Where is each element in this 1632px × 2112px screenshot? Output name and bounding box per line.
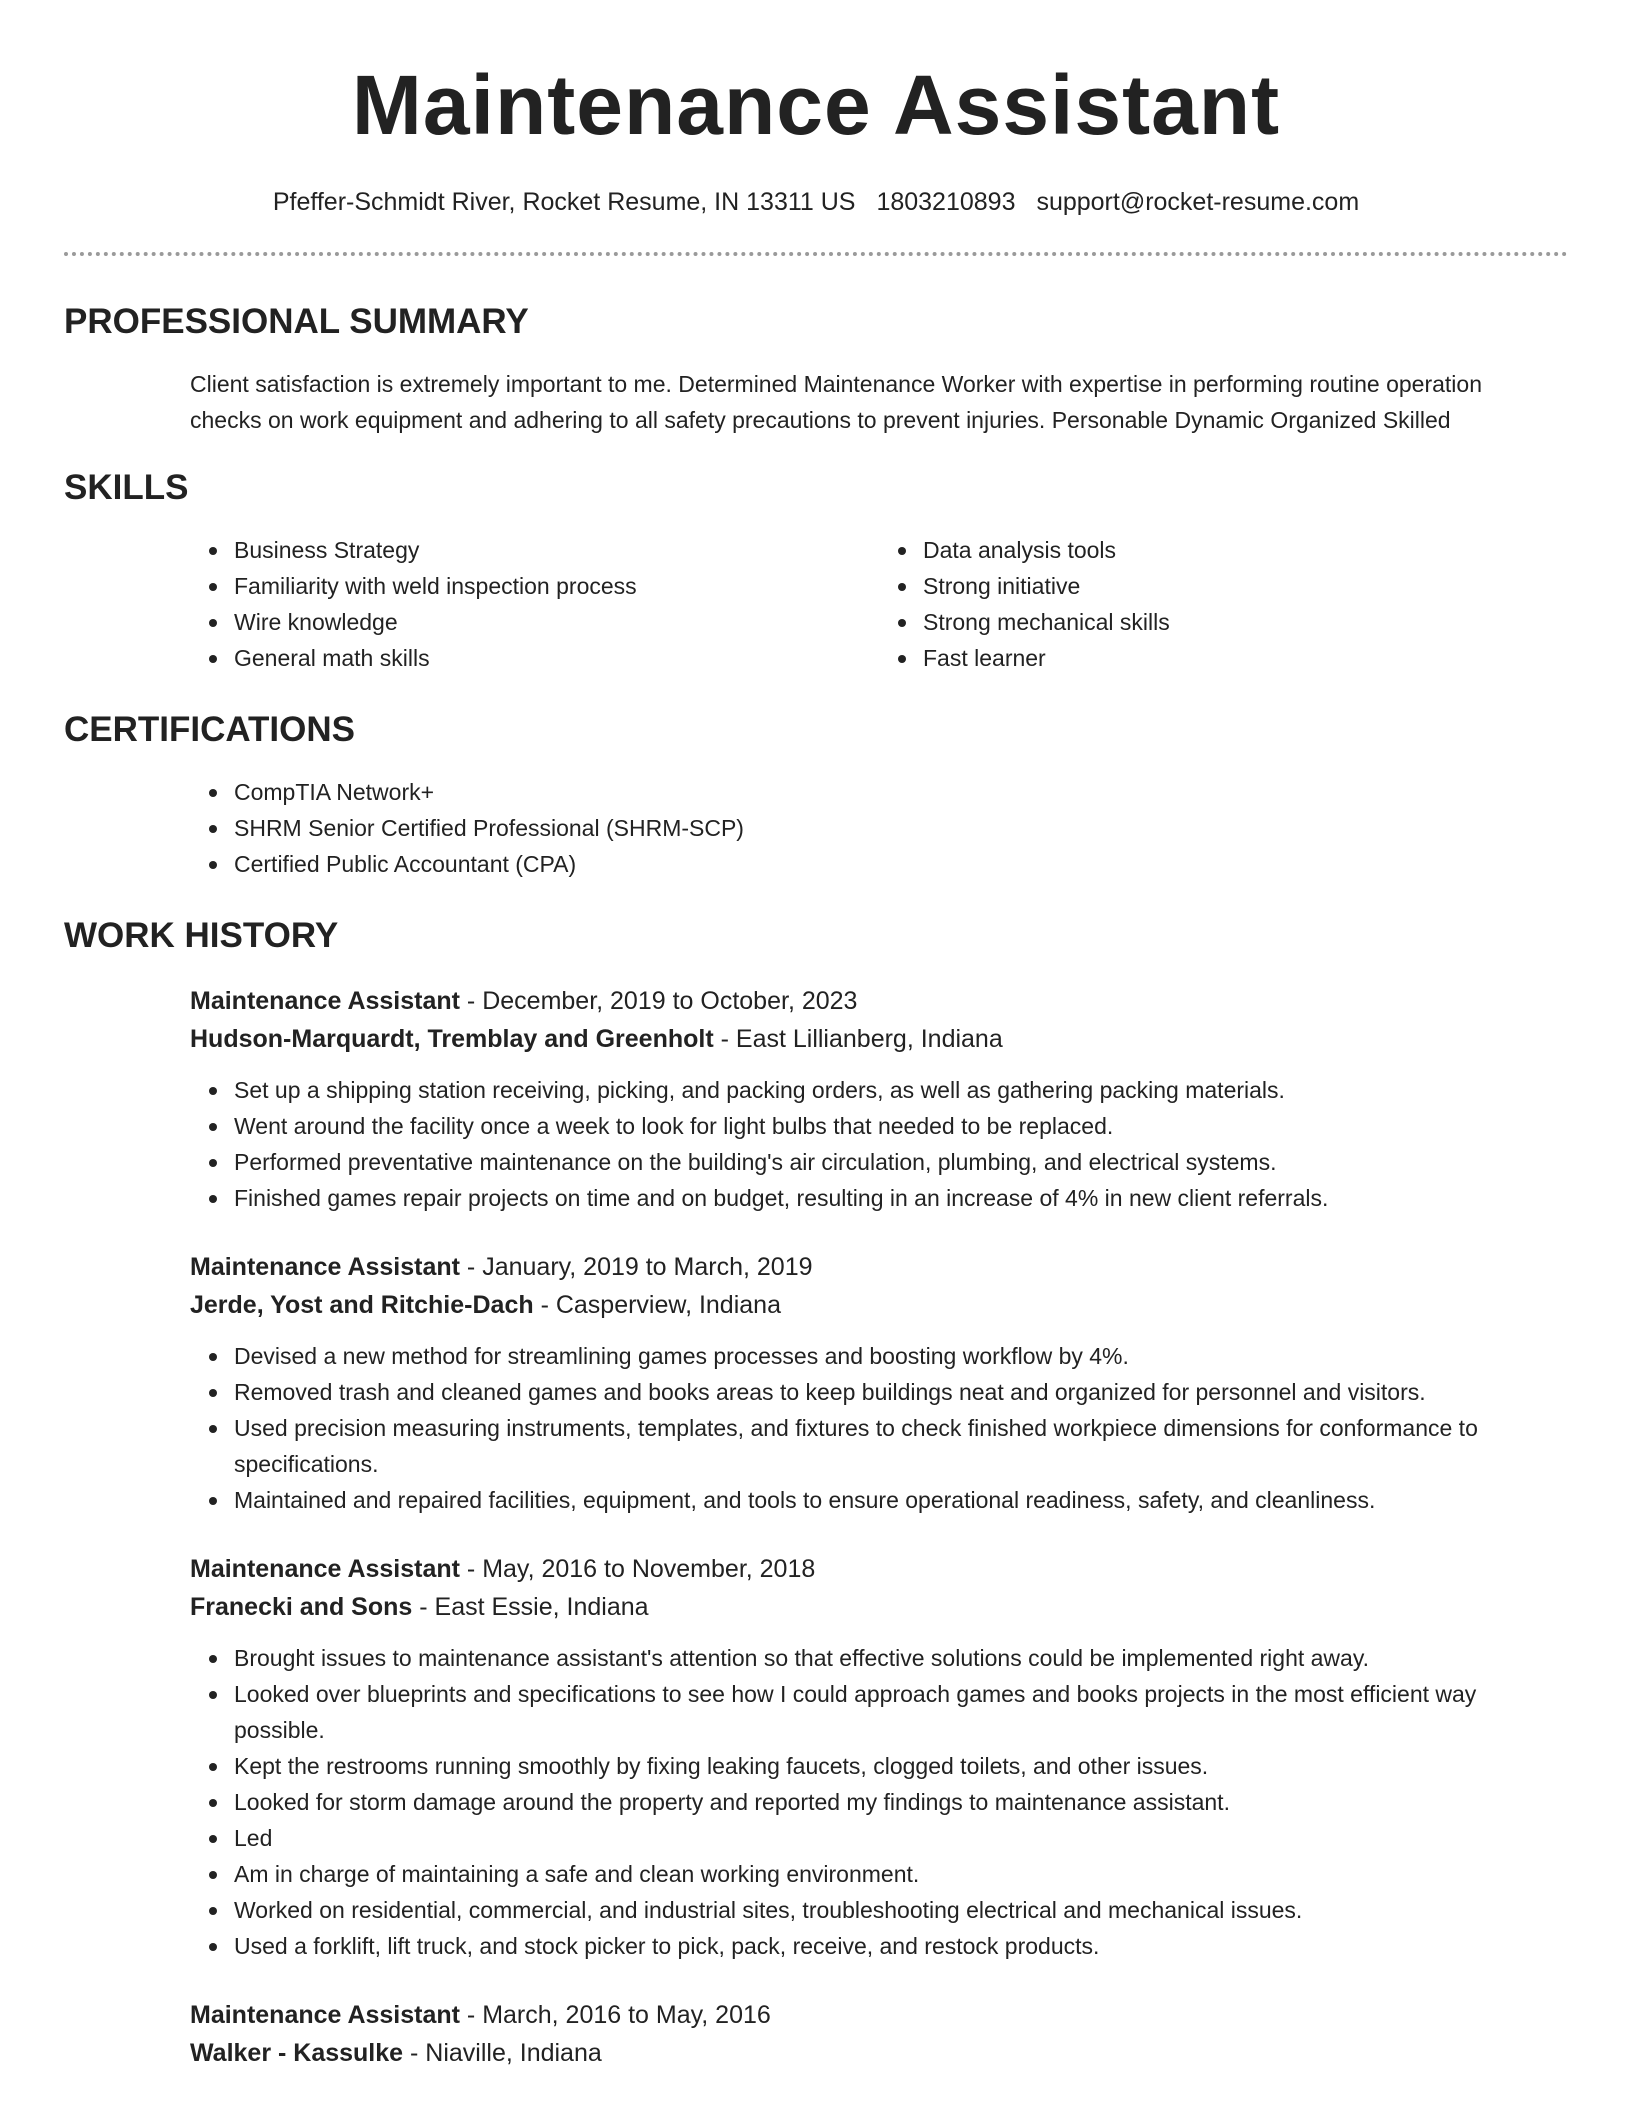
certification-item: Certified Public Accountant (CPA) — [234, 846, 1568, 882]
job-role: Maintenance Assistant — [190, 2001, 460, 2029]
job-company-line — [190, 2034, 1568, 2072]
job-role: Maintenance Assistant — [190, 987, 460, 1015]
work-history-section — [64, 914, 1568, 2072]
job-bullet: Maintained and repaired facilities, equipment, and tools to ensure operational readiness, safety, and cleanliness. — [234, 1482, 1568, 1518]
job-bullets — [190, 1338, 1568, 1518]
certifications-heading: CERTIFICATIONS — [64, 710, 356, 749]
job-bullet: Looked over blueprints and specifications to see how I could approach games and books projects in the most efficient way possible. — [234, 1676, 1568, 1748]
phone-text: 1803210893 — [876, 188, 1016, 216]
job-title-line — [190, 1248, 1568, 1286]
skills-list-left — [190, 532, 879, 676]
job-title-line — [190, 1996, 1568, 2034]
skills-list-right — [879, 532, 1568, 676]
job-bullet: Finished games repair projects on time and on budget, resulting in an increase of 4% in new client referrals. — [234, 1180, 1568, 1216]
job-location: - Casperview, Indiana — [533, 1291, 781, 1319]
skills-grid — [190, 532, 1568, 676]
skills-heading: SKILLS — [64, 468, 189, 507]
job-company-line — [190, 1588, 1568, 1626]
skills-section — [64, 466, 1568, 676]
certification-item: SHRM Senior Certified Professional (SHRM-SCP) — [234, 810, 1568, 846]
summary-heading: PROFESSIONAL SUMMARY — [64, 302, 529, 341]
job-bullet: Worked on residential, commercial, and industrial sites, troubleshooting electrical and mechanical issues. — [234, 1892, 1568, 1928]
job-dates: - March, 2016 to May, 2016 — [459, 2001, 771, 2029]
job-location: - East Lillianberg, Indiana — [713, 1025, 1003, 1053]
certifications-section — [64, 708, 1568, 882]
job-role: Maintenance Assistant — [190, 1555, 460, 1583]
job-bullet: Devised a new method for streamlining games processes and boosting workflow by 4%. — [234, 1338, 1568, 1374]
summary-section — [64, 300, 1568, 438]
job-bullet: Am in charge of maintaining a safe and clean working environment. — [234, 1856, 1568, 1892]
job-dates: - May, 2016 to November, 2018 — [459, 1555, 816, 1583]
resume-name: Maintenance Assistant — [351, 58, 1281, 152]
job-bullet: Used precision measuring instruments, templates, and fixtures to check finished workpiece dimensions for conformance to specifications. — [234, 1410, 1568, 1482]
skill-item: Business Strategy — [234, 532, 879, 568]
job-company: Hudson-Marquardt, Tremblay and Greenholt — [190, 1025, 714, 1053]
skill-item: Fast learner — [923, 640, 1568, 676]
job-bullets — [190, 1640, 1568, 1964]
address-text: Pfeffer-Schmidt River, Rocket Resume, IN 13311 US — [272, 188, 856, 216]
skill-item: General math skills — [234, 640, 879, 676]
job-bullet: Set up a shipping station receiving, picking, and packing orders, as well as gathering packing materials. — [234, 1072, 1568, 1108]
job-bullet: Removed trash and cleaned games and books areas to keep buildings neat and organized for personnel and visitors. — [234, 1374, 1568, 1410]
skill-item: Familiarity with weld inspection process — [234, 568, 879, 604]
job-bullet: Brought issues to maintenance assistant's attention so that effective solutions could be implemented right away. — [234, 1640, 1568, 1676]
email-text: support@rocket-resume.com — [1036, 188, 1360, 216]
job-company: Walker - Kassulke — [190, 2039, 404, 2067]
job-bullet: Went around the facility once a week to look for light bulbs that needed to be replaced. — [234, 1108, 1568, 1144]
job-location: - Niaville, Indiana — [403, 2039, 602, 2067]
job-company-line — [190, 1286, 1568, 1324]
job-entry — [190, 1248, 1568, 1518]
work-history-heading: WORK HISTORY — [64, 916, 339, 955]
certifications-list — [190, 774, 1568, 882]
job-entry — [190, 1996, 1568, 2072]
skill-item: Strong initiative — [923, 568, 1568, 604]
job-location: - East Essie, Indiana — [412, 1593, 649, 1621]
job-dates: - January, 2019 to March, 2019 — [459, 1253, 813, 1281]
job-title-line — [190, 1550, 1568, 1588]
job-bullet: Used a forklift, lift truck, and stock picker to pick, pack, receive, and restock products. — [234, 1928, 1568, 1964]
skill-item: Data analysis tools — [923, 532, 1568, 568]
job-dates: - December, 2019 to October, 2023 — [459, 987, 858, 1015]
summary-text: Client satisfaction is extremely important to me. Determined Maintenance Worker with expertise in performing routine operation checks on work equipment and adhering to all safety precautions to prevent injuries. Personable Dynamic Organized Skilled — [190, 371, 1482, 433]
resume-page — [64, 0, 1568, 2072]
job-bullet: Kept the restrooms running smoothly by fixing leaking faucets, clogged toilets, and other issues. — [234, 1748, 1568, 1784]
job-bullet: Looked for storm damage around the property and reported my findings to maintenance assistant. — [234, 1784, 1568, 1820]
job-entry — [190, 982, 1568, 1216]
job-company: Franecki and Sons — [190, 1593, 413, 1621]
certification-item: CompTIA Network+ — [234, 774, 1568, 810]
job-bullets — [190, 1072, 1568, 1216]
skill-item: Strong mechanical skills — [923, 604, 1568, 640]
job-company-line — [190, 1020, 1568, 1058]
skill-item: Wire knowledge — [234, 604, 879, 640]
job-title-line — [190, 982, 1568, 1020]
job-bullet: Led — [234, 1820, 1568, 1856]
contact-line — [64, 186, 1568, 218]
job-bullet: Performed preventative maintenance on the building's air circulation, plumbing, and electrical systems. — [234, 1144, 1568, 1180]
job-company: Jerde, Yost and Ritchie-Dach — [190, 1291, 534, 1319]
header-divider — [64, 252, 1568, 256]
job-entry — [190, 1550, 1568, 1964]
job-role: Maintenance Assistant — [190, 1253, 460, 1281]
